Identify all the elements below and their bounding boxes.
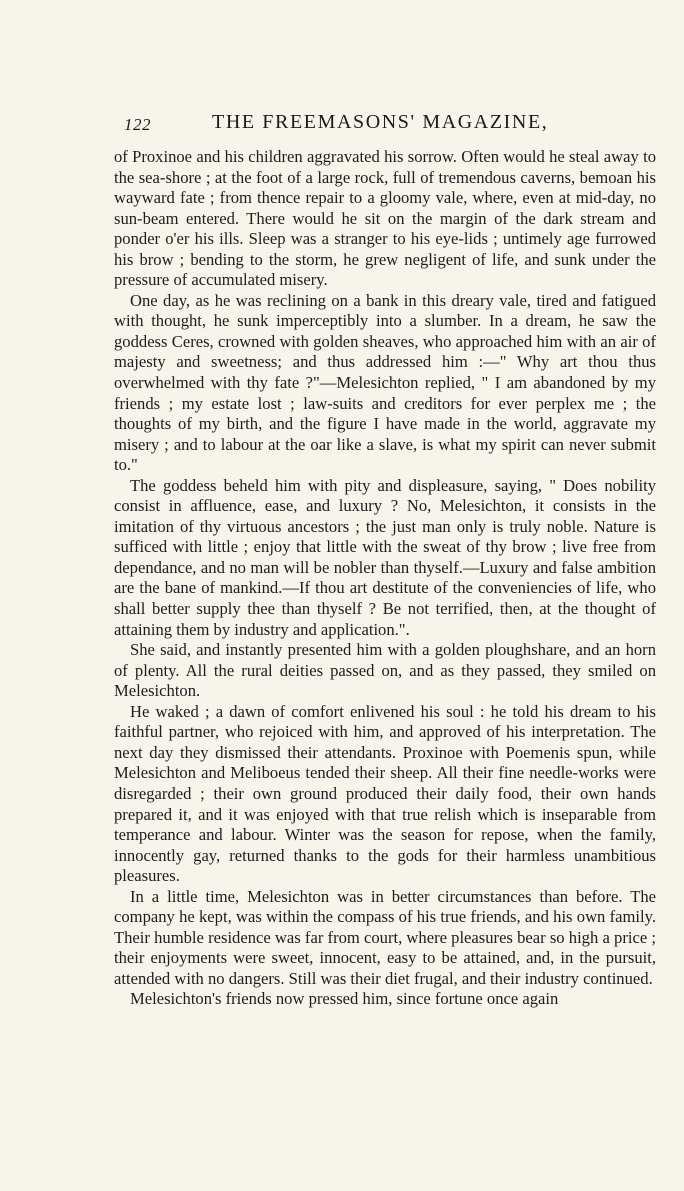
body-text	[114, 147, 656, 1010]
paragraph-continuation: of Proxinoe and his children aggravated his sorrow. Often would he steal away to the sea-shore ; at the foot of a large rock, full of tremendous caverns, bemoan his wayward fate ; from thence repair to a gloomy vale, where, even at mid-day, no sun-beam entered. There would he sit on the margin of the dark stream and ponder o'er his ills. Sleep was a stranger to his eye-lids ; untimely age furrowed his brow ; bending to the storm, he grew negligent of life, and sunk under the pressure of accumulated misery.	[114, 147, 656, 290]
paragraph-ceres-dream: One day, as he was reclining on a bank in this dreary vale, tired and fatigued with thought, he sunk imperceptibly into a slumber. In a dream, he saw the goddess Ceres, crowned with golden sheaves, who approached him with an air of majesty and sweetness; and thus addressed him :—" Why art thou thus overwhelmed with thy fate ?"—Melesichton replied, " I am abandoned by my friends ; my estate lost ; law-suits and creditors for ever perplex me ; the thoughts of my birth, and the figure I have made in the world, aggravate my misery ; and to labour at the oar like a slave, is what my spirit can never submit to."	[114, 290, 656, 475]
paragraph-he-waked: He waked ; a dawn of comfort enlivened his soul : he told his dream to his faithful partner, who rejoiced with him, and approved of his interpretation. The next day they dismissed their attendants. Proxinoe with Poemenis spun, while Melesichton and Meliboeus tended their sheep. All their fine needle-works were disregarded ; their own ground produced their daily food, their own hands prepared it, and it was enjoyed with that true relish which is inseparable from temperance and labour. Winter was the season for repose, when the family, innocently gay, returned thanks to the gods for their harmless unambitious pleasures.	[114, 701, 656, 886]
page-header	[124, 111, 634, 139]
paragraph-goddess-speech: The goddess beheld him with pity and displeasure, saying, " Does nobility consist in affluence, ease, and luxury ? No, Melesichton, it consists in the imitation of thy virtuous ancestors ; the just man only is truly noble. Nature is sufficed with little ; enjoy that little with the sweat of thy brow ; live free from dependance, and no man will be nobler than thyself.—Luxury and false ambition are the bane of mankind.—If thou art destitute of the conveniencies of life, who shall better supply thee than thyself ? Be not terrified, then, at the thought of attaining them by industry and application.".	[114, 475, 656, 639]
paragraph-friends-pressed: Melesichton's friends now pressed him, since fortune once again	[130, 989, 559, 1009]
page-number: 122	[124, 115, 151, 134]
paragraph-golden-ploughshare: She said, and instantly presented him with a golden ploughshare, and an horn of plenty. All the rural deities passed on, and as they passed, they smiled on Melesichton.	[114, 640, 656, 701]
paragraph-better-circumstances: In a little time, Melesichton was in better circumstances than before. The company he kept, was within the compass of his true friends, and his own family. Their humble residence was far from court, where pleasures bear so high a price ; their enjoyments were sweet, innocent, easy to be attained, and, in the pursuit, attended with no dangers. Still was their diet frugal, and their industry continued.	[114, 886, 656, 988]
running-title: THE FREEMASONS' MAGAZINE,	[212, 111, 549, 133]
